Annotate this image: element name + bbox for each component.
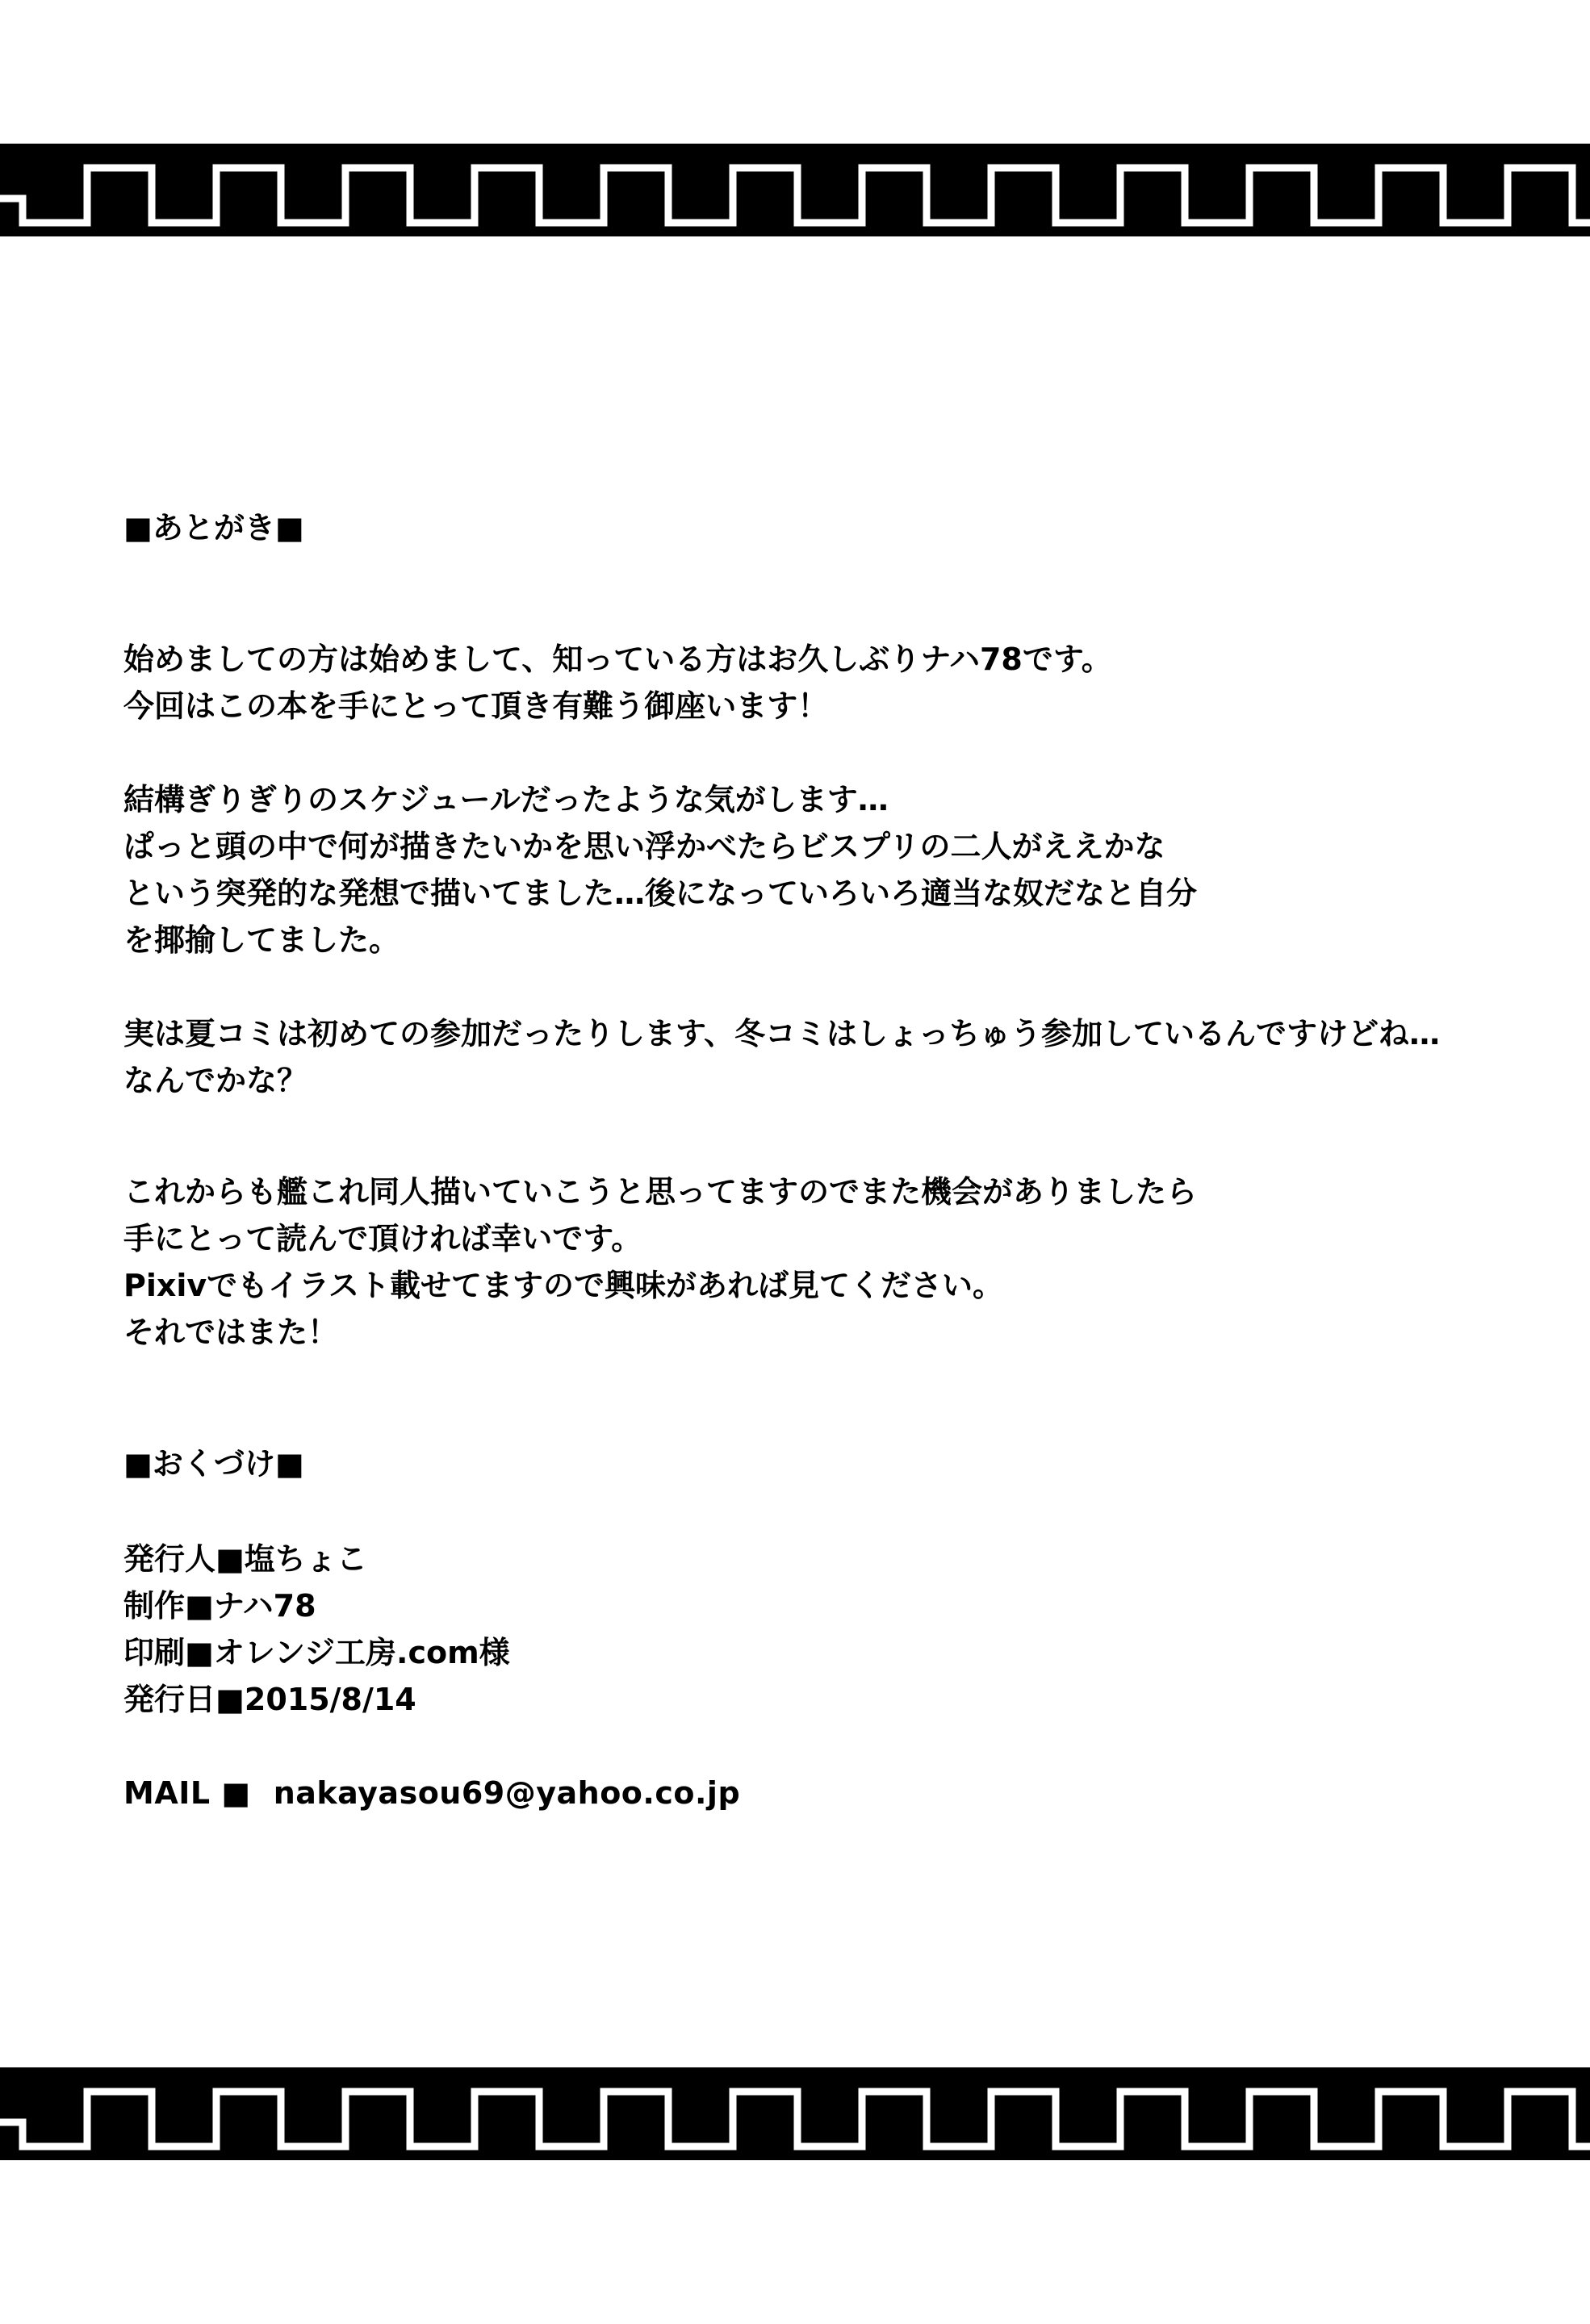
- text-line: これからも艦これ同人描いていこうと思ってますのでまた機会がありましたら: [123, 1174, 1198, 1210]
- afterword-paragraph: [123, 636, 1496, 729]
- text-line: Pixivでもイラスト載せてますので興味があれば見てください。: [123, 1268, 1004, 1303]
- afterword-paragraph: [123, 1168, 1496, 1356]
- text-line: という突発的な発想で描いてました…後になっていろいろ適当な奴だなと自分: [123, 876, 1198, 911]
- text-line: 始めましての方は始めまして、知っている方はお久しぶりナハ78です。: [123, 642, 1112, 677]
- printer-line: 印刷■オレンジ工房.com様: [123, 1635, 510, 1670]
- production-line: 制作■ナハ78: [123, 1588, 316, 1624]
- text-line: 結構ぎりぎりのスケジュールだったような気がします…: [123, 782, 889, 817]
- colophon-heading: ■おくづけ■: [123, 1446, 304, 1482]
- text-line: それではまた！: [123, 1315, 339, 1350]
- release-date-line: 発行日■2015/8/14: [123, 1682, 416, 1717]
- colophon-block: [123, 1536, 1496, 1723]
- publisher-line: 発行人■塩ちょこ: [123, 1541, 367, 1577]
- mail-label: MAIL ■: [123, 1775, 251, 1811]
- top-fret-pattern: [0, 144, 1590, 236]
- top-border-band: [0, 144, 1590, 236]
- text-line: ぱっと頭の中で何が描きたいかを思い浮かべたらビスプリの二人がええかな: [123, 829, 1165, 864]
- text-line: なんでかな？: [123, 1063, 308, 1098]
- mail-row: [123, 1770, 1496, 1816]
- afterword-page: [123, 504, 1496, 1816]
- afterword-heading: ■あとがき■: [123, 510, 304, 545]
- text-line: を揶揄してました。: [123, 922, 400, 958]
- afterword-paragraph: [123, 776, 1496, 963]
- afterword-paragraph: [123, 1010, 1496, 1104]
- mail-address: nakayasou69@yahoo.co.jp: [273, 1775, 741, 1811]
- text-line: 実は夏コミは初めての参加だったりします、冬コミはしょっちゅう参加しているんですけどね…: [123, 1016, 1440, 1051]
- bottom-border-band: [0, 2067, 1590, 2160]
- bottom-fret-pattern: [0, 2067, 1590, 2160]
- text-line: 今回はこの本を手にとって頂き有難う御座います！: [123, 688, 829, 724]
- text-line: 手にとって読んで頂ければ幸いです。: [123, 1221, 642, 1256]
